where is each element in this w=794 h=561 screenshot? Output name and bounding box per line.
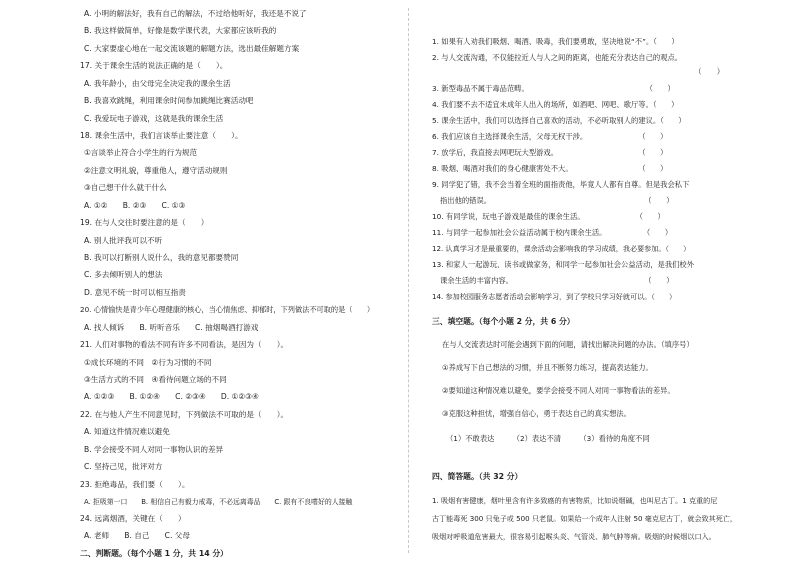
fill-blanks-text: （1）不敢表达 （2）表达不清 （3）看待的角度不同 [446, 434, 650, 443]
q17-stem: 17. 关于课余生活的说法正确的是（ ）。 [80, 61, 228, 70]
judge-item-2-answer: （ ） [694, 67, 725, 76]
q20-stem: 20. 心情愉快是青少年心理健康的核心，当心情焦虑、抑郁时，下列做法不可取的是（ ） [80, 305, 375, 314]
essay-q1-line-1: 1. 吸烟有害健康，烟叶里含有许多致癌的有害物质，比如说烟碱，也叫尼古丁。1 克重的尼 [432, 496, 718, 505]
fill-option-3: ③克服这种担忧，增强自信心，勇于表达自己的真实想法。 [442, 409, 631, 418]
q19-stem: 19. 在与人交往时要注意的是（ ） [80, 218, 209, 227]
judge-item-7: 7. 放学后，我直接去网吧玩大型游戏。 （ ） [432, 148, 668, 157]
section-3-heading: 三、填空题。（每个小题 2 分，共 6 分） [432, 317, 575, 326]
fill-option-1: ①养成写下自己想法的习惯，并且不断努力练习，提高表达能力。 [442, 363, 653, 372]
judge-item-9-cont: 指出他的错误。 （ ） [440, 196, 674, 205]
q18-item-2: ②注意文明礼貌，尊重他人，遵守活动规则 [84, 166, 228, 175]
essay-q1-line-2: 古丁能毒死 300 只兔子或 500 只老鼠。如果给一个成年人注射 50 毫克尼古丁，就会致其死亡， [432, 514, 738, 523]
q22-stem: 22. 在与他人产生不同意见时，下列做法不可取的是（ ）。 [80, 410, 289, 419]
q21-stem: 21. 人们对事物的看法不同有许多不同看法，是因为（ ）。 [80, 340, 289, 349]
q24-options: A. 老师 B. 自己 C. 父母 [84, 531, 190, 540]
q18-stem: 18. 课余生活中，我们言谈举止要注意（ ）。 [80, 131, 243, 140]
q23-stem: 23. 拒绝毒品，我们要（ ）。 [80, 480, 190, 489]
section-2-heading: 二、判断题。（每个小题 1 分，共 14 分） [80, 549, 228, 558]
judge-item-14: 14. 参加校园服务志愿者活动会影响学习，到了学校只学习好就可以。（ ） [432, 292, 677, 301]
q17-option-a: A. 我年龄小，由父母完全决定我的课余生活 [84, 79, 231, 88]
essay-q1-line-3: 吸烟对呼吸道危害最大，很容易引起喉头炎、气管炎、肺气肿等病。吸烟的时候烟以口入。 [432, 532, 716, 541]
q17-option-b: B. 我喜欢跳绳，利用课余时间参加跳绳比赛活动吧 [84, 96, 254, 105]
q22-option-c: C. 坚持己见，批评对方 [84, 462, 163, 471]
q16-option-a: A. 小明的解法好，我有自己的解法，不过给他听好，我还是不说了 [84, 9, 307, 18]
q17-option-c: C. 我爱玩电子游戏，这就是我的课余生活 [84, 114, 224, 123]
q19-option-c: C. 多去倾听别人的想法 [84, 270, 163, 279]
judge-item-9: 9. 同学犯了错，我不会当着全班的面指责他，毕竟人人都有自尊。但是我会私下 [432, 180, 690, 189]
judge-item-3: 3. 新型毒品不属于毒品范畴。 （ ） [432, 84, 675, 93]
q19-option-b: B. 我可以打断别人说什么，我的意见都要赞同 [84, 253, 239, 262]
judge-item-2: 2. 与人交流沟通，不仅能拉近人与人之间的距离，也能充分表达自己的观点。 [432, 53, 683, 62]
fill-option-2: ②要知道这种情况难以避免，要学会接受不同人对同一事物看法的差异。 [442, 386, 675, 395]
q23-options: A. 拒吸第一口 B. 相信自己有毅力戒毒，不必远离毒品 C. 跟有不良嗜好的人接触 [84, 498, 353, 506]
judge-item-11: 11. 与同学一起参加社会公益活动属于校内课余生活。 （ ） [432, 228, 673, 237]
q20-options: A. 找人倾诉 B. 听听音乐 C. 抽烟喝酒打游戏 [84, 323, 259, 332]
q22-option-a: A. 知道这件情况难以避免 [84, 427, 170, 436]
judge-item-4: 4. 我们要不去不适宜未成年人出入的场所，如酒吧、网吧、歌厅等。（ ） [432, 100, 679, 109]
q16-option-c: C. 大家要虚心地在一起交流该题的解题方法，选出最佳解题方案 [84, 44, 300, 53]
q19-option-d: D. 意见不统一时可以相互指责 [84, 288, 186, 297]
q21-options: A. ①②③ B. ①②④ C. ②③④ D. ①②③④ [84, 392, 259, 401]
judge-item-12: 12. 认真学习才是最重要的，课余活动会影响我的学习成绩，我必要参加。（ ） [432, 244, 691, 253]
judge-item-1: 1. 如果有人劝我们吸烟、喝酒、吸毒，我们要勇敢，坚决地说“不”。（ ） [432, 37, 679, 46]
q19-option-a: A. 别人批评我可以不听 [84, 236, 163, 245]
q22-option-b: B. 学会接受不同人对同一事物认识的差异 [84, 445, 224, 454]
q21-item-2: ③生活方式的不同 ④看待问题立场的不同 [84, 375, 227, 384]
q18-options: A. ①② B. ②③ C. ①③ [84, 201, 186, 210]
judge-item-13-cont: 课余生活的丰富内容。 （ ） [440, 276, 674, 285]
q21-item-1: ①成长环境的不同 ②行为习惯的不同 [84, 358, 212, 367]
judge-item-6: 6. 我们应该自主选择课余生活，父母无权干涉。 （ ） [432, 132, 668, 141]
judge-item-8: 8. 吸烟、喝酒对我们的身心健康害处不大。 （ ） [432, 164, 668, 173]
q18-item-1: ①言谈举止符合小学生的行为规范 [84, 148, 198, 157]
q24-stem: 24. 远离烟酒，关键在（ ） [80, 514, 186, 523]
section-4-heading: 四、简答题。（共 32 分） [432, 472, 523, 481]
fill-blanks [446, 434, 650, 444]
q18-item-3: ③自己想干什么就干什么 [84, 183, 167, 192]
judge-item-13: 13. 和家人一起游玩、读书或做家务，和同学一起参加社会公益活动，是我们校外 [432, 260, 695, 269]
column-divider [408, 8, 409, 553]
judge-item-5: 5. 课余生活中，我们可以选择自己喜欢的活动，不必听取别人的建议。（ ） [432, 116, 686, 125]
q16-option-b: B. 我这样做简单，好像是数学课代表，大家都应该听我的 [84, 26, 277, 35]
judge-item-10: 10. 有同学说，玩电子游戏是最佳的课余生活。 （ ） [432, 212, 665, 221]
fill-instruction: 在与人交流表达时可能会遇到下面的问题，请找出解决问题的办法。（填序号） [442, 340, 694, 349]
